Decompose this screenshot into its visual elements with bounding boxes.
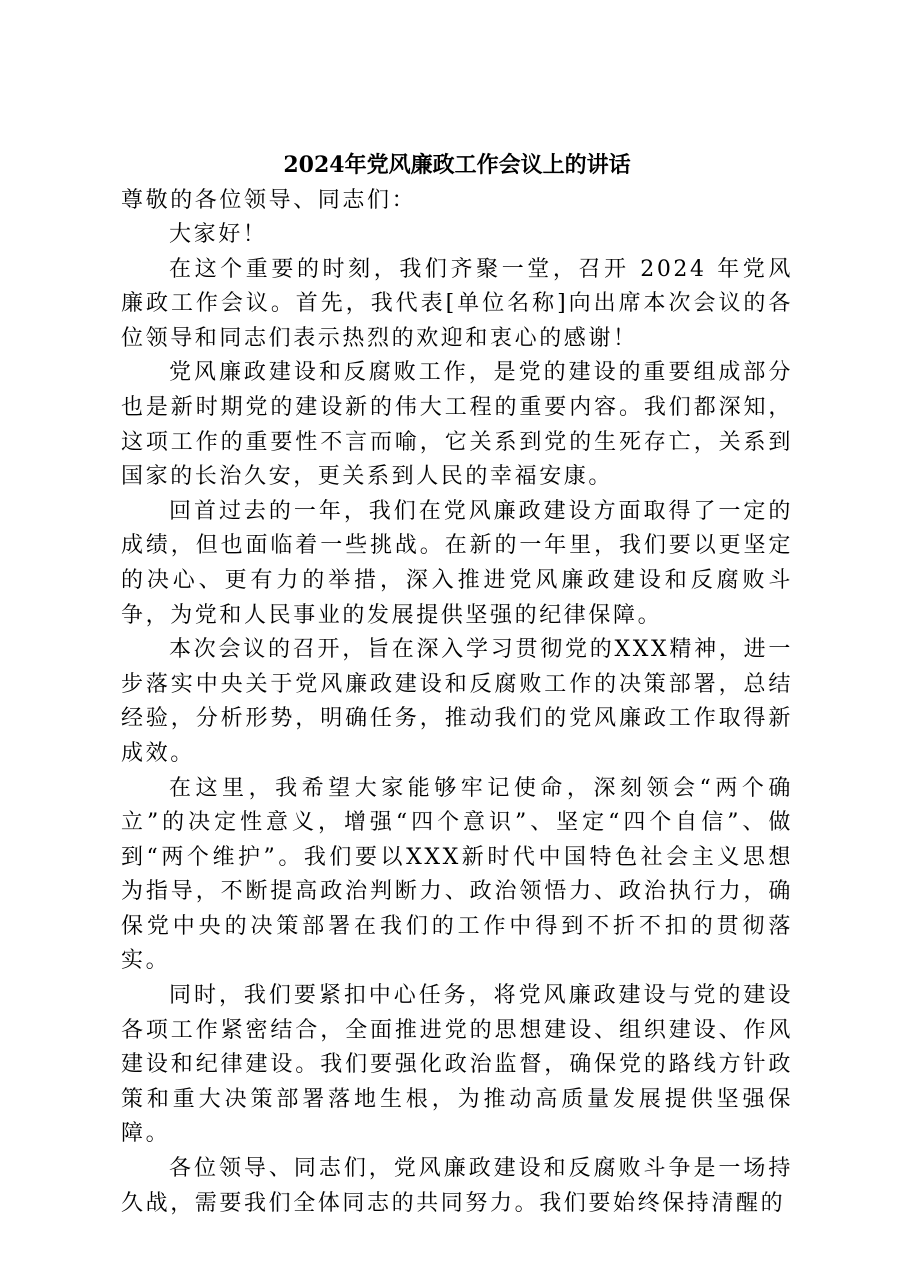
paragraph-6: 同时，我们要紧扣中心任务，将党风廉政建设与党的建设各项工作紧密结合，全面推进党的思想建设、组织建设、作风建设和纪律建设。我们要强化政治监督，确保党的路线方针政策和重大决策部署落地生根，为推动高质量发展提供坚强保障。 [121, 983, 793, 1147]
document-body [121, 150, 793, 1221]
paragraph-7: 各位领导、同志们，党风廉政建设和反腐败斗争是一场持久战，需要我们全体同志的共同努力。我们要始终保持清醒的 [121, 1156, 793, 1216]
document-title: 2024年党风廉政工作会议上的讲话 [283, 152, 631, 178]
paragraph-2: 党风廉政建设和反腐败工作，是党的建设的重要组成部分也是新时期党的建设新的伟大工程的重要内容。我们都深知，这项工作的重要性不言而喻，它关系到党的生死存亡，关系到国家的长治久安，更关系到人民的幸福安康。 [121, 360, 793, 490]
paragraph-4: 本次会议的召开，旨在深入学习贯彻党的XXX精神，进一步落实中央关于党风廉政建设和反腐败工作的决策部署，总结经验，分析形势，明确任务，推动我们的党风廉政工作取得新成效。 [121, 637, 793, 766]
salutation: 尊敬的各位领导、同志们： [121, 188, 417, 213]
paragraph-3: 回首过去的一年，我们在党风廉政建设方面取得了一定的成绩，但也面临着一些挑战。在新的一年里，我们要以更坚定的决心、更有力的举措，深入推进党风廉政建设和反腐败斗争，为党和人民事业的发展提供坚强的纪律保障。 [121, 498, 793, 628]
paragraph-1: 在这个重要的时刻，我们齐聚一堂，召开 2024 年党风廉政工作会议。首先，我代表[单位名称]向出席本次会议的各位领导和同志们表示热烈的欢迎和衷心的感谢！ [121, 256, 793, 351]
greeting: 大家好！ [169, 222, 268, 247]
paragraph-5: 在这里，我希望大家能够牢记使命，深刻领会“两个确立”的决定性意义，增强“四个意识”、坚定“四个自信”、做到“两个维护”。我们要以XXX新时代中国特色社会主义思想为指导，不断提高政治判断力、政治领悟力、政治执行力，确保党中央的决策部署在我们的工作中得到不折不扣的贯彻落实。 [121, 775, 793, 974]
